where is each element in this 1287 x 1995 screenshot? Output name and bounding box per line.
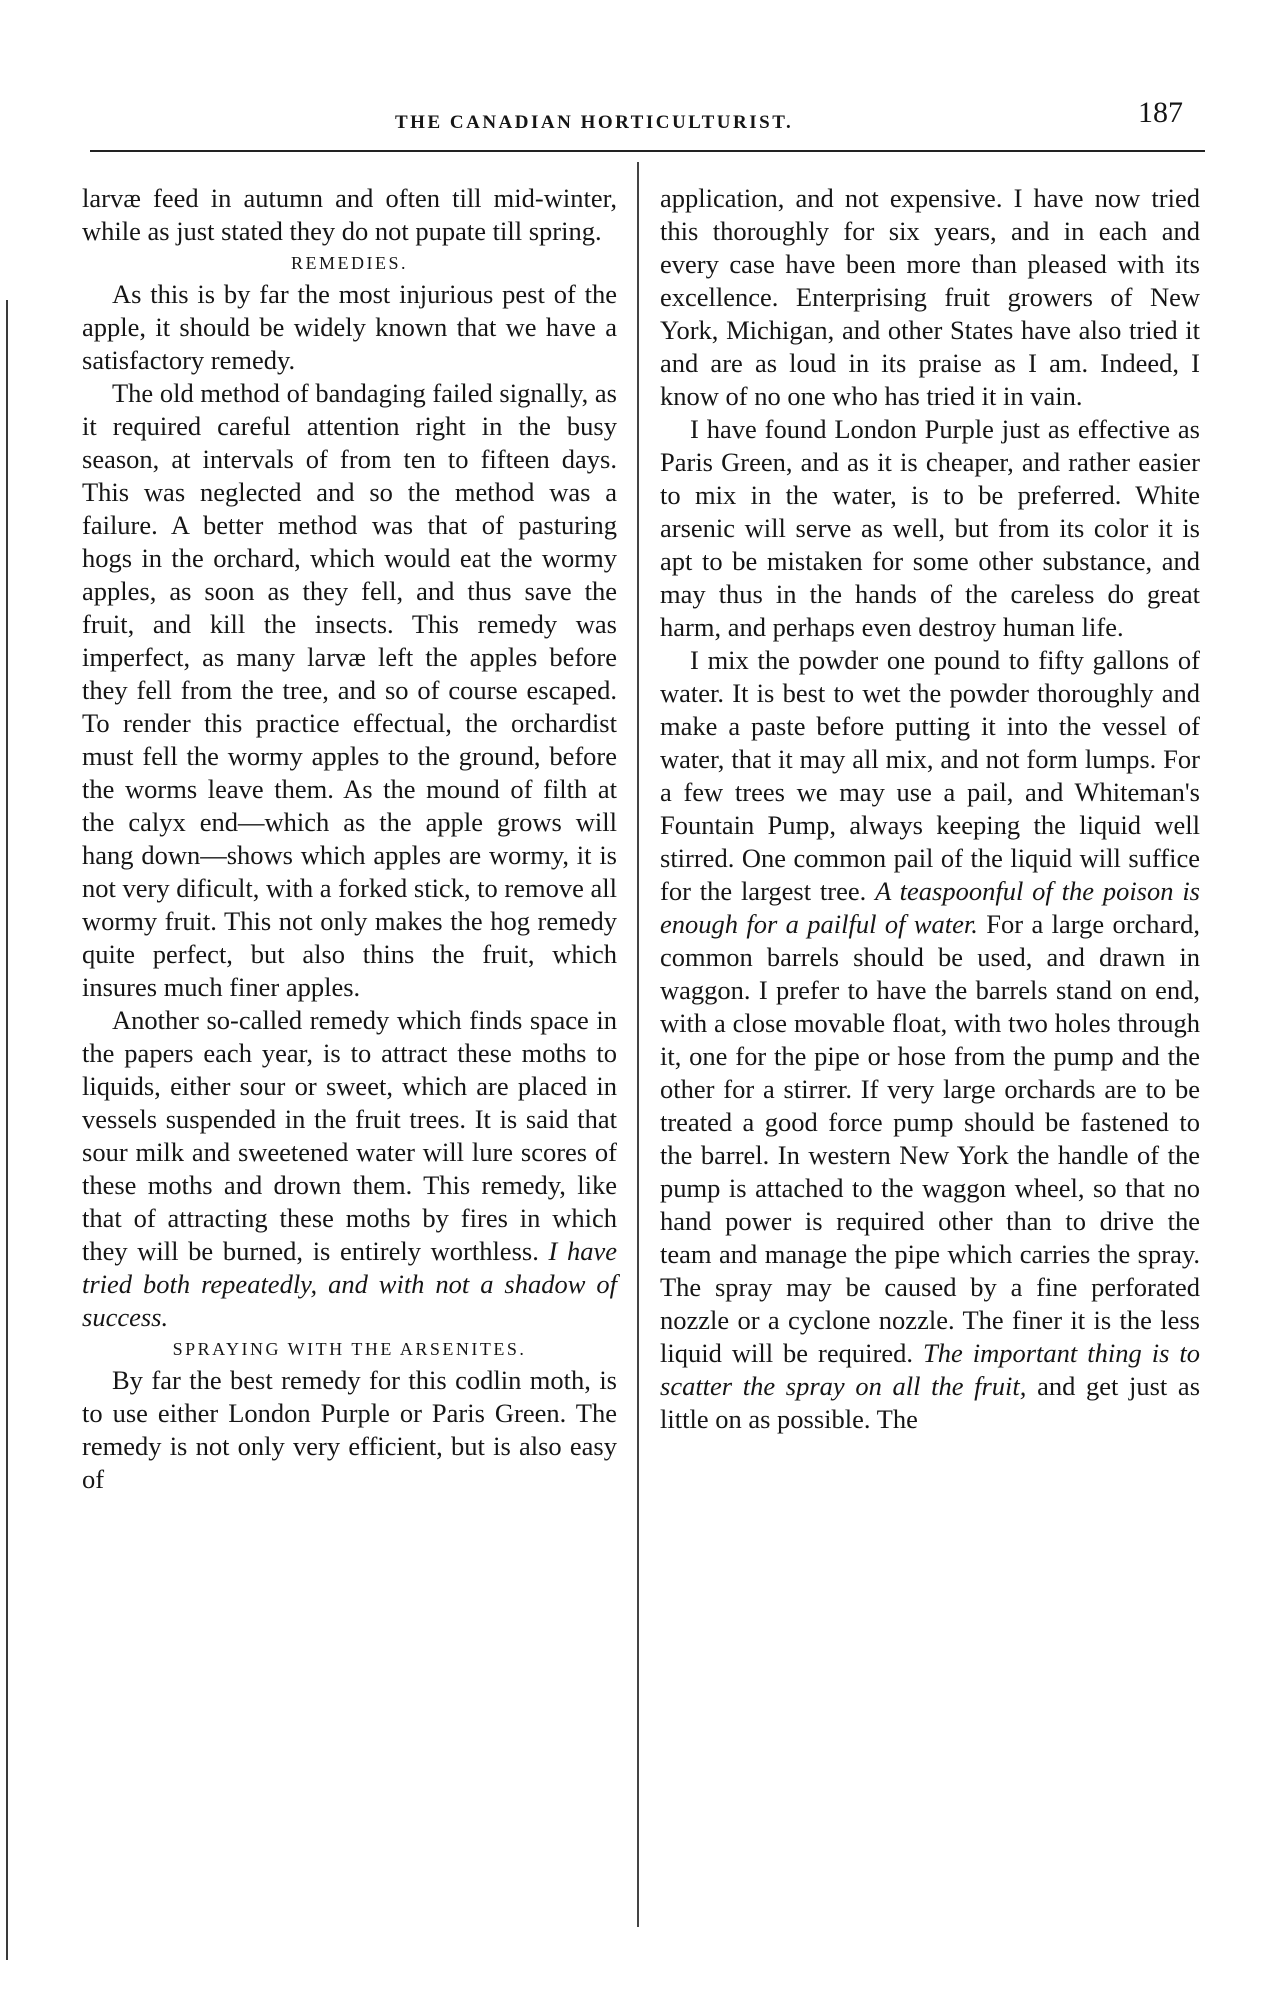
page-header xyxy=(0,96,1287,148)
paragraph-text: I mix the powder one pound to fifty gallons of water. It is best to wet the powder thoroughly and make a paste before putting it into the vessel of water, that it may all mix, and not form lumps. For a few trees we may use a pail, and Whiteman's Fountain Pump, always keeping the liquid well stirred. One common pail of the liquid will suffice for the largest tree. xyxy=(660,645,1200,906)
paragraph-text: Another so-called remedy which finds space in the papers each year, is to attract these moths to liquids, either sour or sweet, which are placed in vessels suspended in the fruit trees. It is said that sour milk and sweetened water will lure scores of these moths and drown them. This remedy, like that of attracting these moths by fires in which they will be burned, is entirely worthless. xyxy=(82,1005,617,1266)
section-heading-remedies: REMEDIES. xyxy=(291,253,408,273)
left-column xyxy=(82,182,617,1496)
paragraph xyxy=(82,1004,617,1334)
page-number: 187 xyxy=(1138,96,1183,129)
section-heading-spraying: SPRAYING WITH THE ARSENITES. xyxy=(172,1339,527,1359)
italic-text: A teaspoonful of the poison is enough for a pailful of water. xyxy=(660,876,1201,939)
paragraph-text: For a large orchard, common barrels should be used, and drawn in waggon. I prefer to have the barrels stand on end, with a close movable float, with two holes through it, one for the pipe or hose from the pump and the other for a stirrer. If very large orchards are to be treated a good force pump should be fastened to the barrel. In western New York the handle of the pump is attached to the waggon wheel, so that no hand power is required other than to drive the team and manage the pipe which carries the spray. The spray may be caused by a fine perforated nozzle or a cyclone nozzle. The finer it is the less liquid will be required. xyxy=(660,909,1200,1368)
page-edge-line xyxy=(6,300,8,1960)
italic-text: I have tried both repeatedly, and with not a shadow of success. xyxy=(82,1236,617,1332)
paragraph xyxy=(660,644,1200,1436)
paragraph: By far the best remedy for this codlin moth, is to use either London Purple or Paris Green. The remedy is not only very efficient, but is also easy of xyxy=(82,1365,617,1494)
paragraph: I have found London Purple just as effective as Paris Green, and as it is cheaper, and rather easier to mix in the water, is to be preferred. White arsenic will serve as well, but from its color it is apt to be mistaken for some other substance, and may thus in the hands of the careless do great harm, and perhaps even destroy human life. xyxy=(660,414,1200,642)
paragraph: The old method of bandaging failed signally, as it required careful attention right in the busy season, at intervals of from ten to fifteen days. This was neglected and so the method was a failure. A better method was that of pasturing hogs in the orchard, which would eat the wormy apples, as soon as they fell, and thus save the fruit, and kill the insects. This remedy was imperfect, as many larvæ left the apples before they fell from the tree, and so of course escaped. To render this practice effectual, the orchardist must fell the wormy apples to the ground, before the worms leave them. As the mound of filth at the calyx end—which as the apple grows will hang down—shows which apples are wormy, it is not very dificult, with a forked stick, to remove all wormy fruit. This not only makes the hog remedy quite perfect, but also thins the fruit, which insures much finer apples. xyxy=(82,378,618,1002)
paragraph: application, and not expensive. I have now tried this thoroughly for six years, and in each and every case have been more than pleased with its excellence. Enterprising fruit growers of New York, Michigan, and other States have also tried it and are as loud in its praise as I am. Indeed, I know of no one who has tried it in vain. xyxy=(660,183,1200,411)
running-title: THE CANADIAN HORTICULTURIST. xyxy=(395,112,794,133)
right-column xyxy=(660,182,1200,1436)
paragraph-text: and get just as little on as possible. The xyxy=(660,1371,1201,1434)
italic-text: The important thing is to scatter the spray on all the fruit, xyxy=(660,1338,1200,1401)
paragraph: As this is by far the most injurious pest of the apple, it should be widely known that we have a satisfactory remedy. xyxy=(82,279,617,375)
column-divider xyxy=(637,162,639,1927)
paragraph: larvæ feed in autumn and often till mid-winter, while as just stated they do not pupate till spring. xyxy=(82,183,617,246)
header-rule xyxy=(90,150,1205,152)
